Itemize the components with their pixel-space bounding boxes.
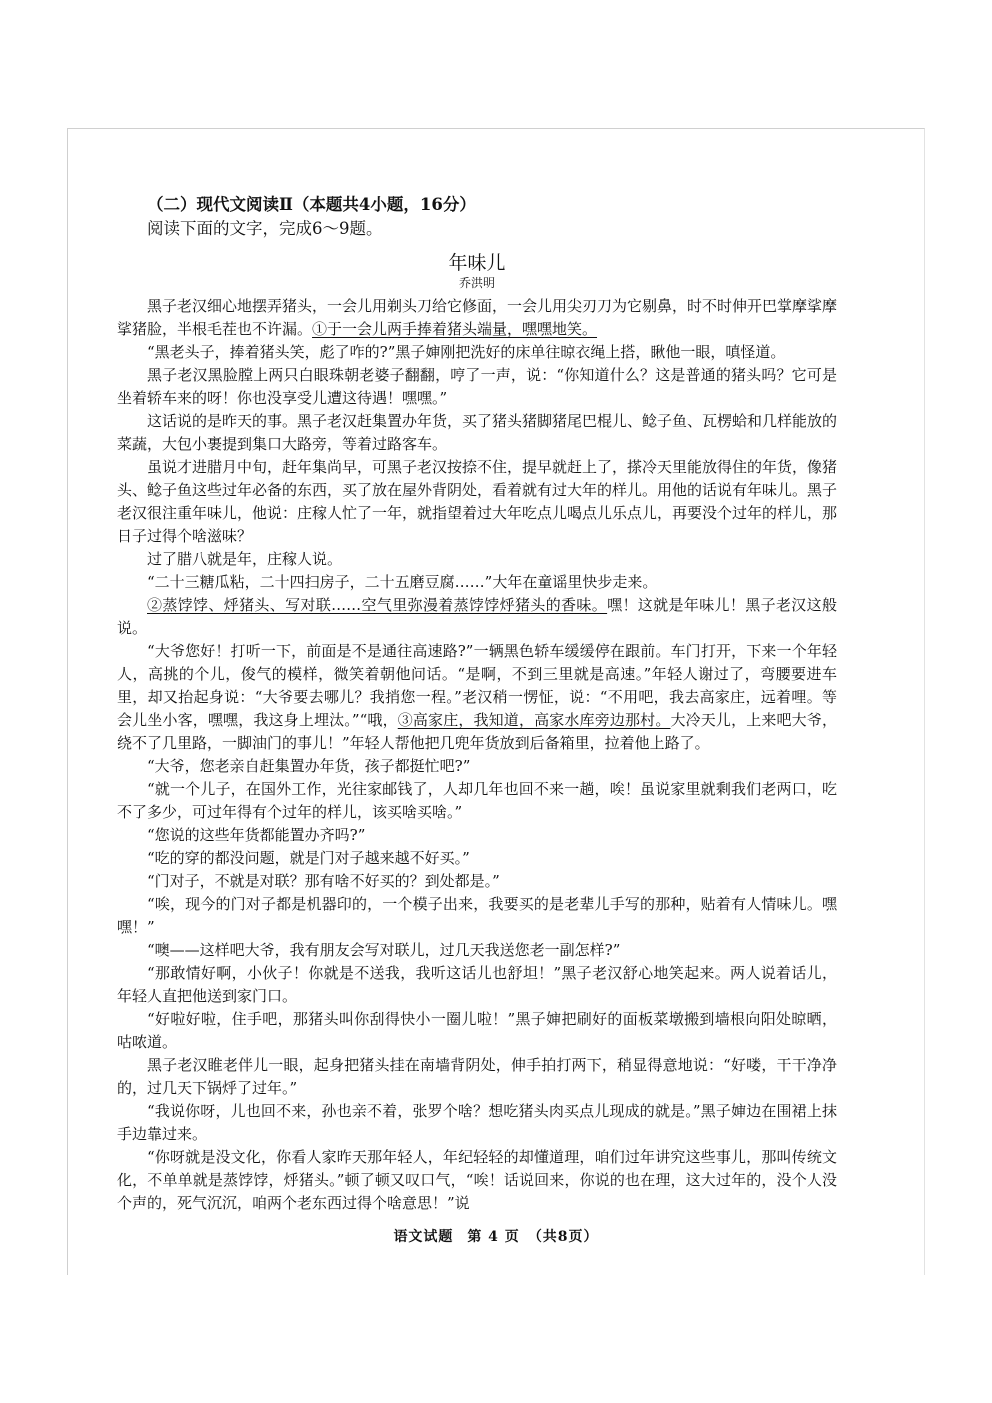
exam-page-content — [117, 193, 837, 1215]
paragraph-1 — [117, 295, 837, 341]
paragraph-16: “噢——这样吧大爷，我有朋友会写对联儿，过几天我送您老一副怎样?” — [147, 941, 621, 959]
paragraph-6: 过了腊八就是年，庄稼人说。 — [147, 550, 343, 568]
paragraph-17: “那敢情好啊，小伙子！你就是不送我，我听这话儿也舒坦！”黑子老汉舒心地笑起来。两人说着话儿，年轻人直把他送到家门口。 — [117, 964, 837, 1005]
footer-subject: 语文试题 — [393, 1229, 454, 1245]
paragraph-14: “门对子，不就是对联？那有啥不好买的？到处都是。” — [147, 872, 500, 890]
story-title: 年味儿 — [448, 252, 506, 274]
paragraph-12: “您说的这些年货都能置办齐吗?” — [147, 826, 366, 844]
paragraph-18: “好啦好啦，住手吧，那猪头叫你刮得快小一圈儿啦！”黑子婶把刷好的面板菜墩搬到墙根向阳处晾晒，咕哝道。 — [117, 1010, 837, 1051]
footer-total-pages: （共8页） — [527, 1229, 599, 1245]
paragraph-15: “唉，现今的门对子都是机器印的，一个模子出来，我要买的是老辈儿手写的那种，贴着有人情味儿。嘿嘿！” — [117, 895, 837, 936]
paragraph-3: 黑子老汉黑脸膛上两只白眼珠朝老婆子翻翻，哼了一声，说：“你知道什么？这是普通的猪头吗？它可是坐着轿车来的呀！你也没享受儿遭这待遇！嘿嘿。” — [117, 366, 837, 407]
underlined-sentence-3: ③高家庄，我知道，高家水库旁边那村。 — [397, 711, 671, 729]
paragraph-9 — [117, 640, 837, 755]
paragraph-9-text-b: 大冷天儿，上来吧大爷，绕不了几里路，一脚油门的事儿！”年轻人帮他把几兜年货放到后备箱里，拉着他上路了。 — [117, 711, 837, 752]
paragraph-19: 黑子老汉睢老伴儿一眼，起身把猪头挂在南墙背阴处，伸手拍打两下，稍显得意地说：“好喽，干干净净的，过几天下锅烀了过年。” — [117, 1056, 837, 1097]
paragraph-1-text: 黑子老汉细心地摆弄猪头，一会儿用剃头刀给它修面，一会儿用尖刃刀为它剔鼻，时不时伸开巴掌摩挲摩挲猪脸，半根毛茬也不许漏。 — [117, 297, 838, 338]
paragraph-20: “我说你呀，儿也回不来，孙也亲不着，张罗个啥？想吃猪头肉买点儿现成的就是。”黑子婶边在围裙上抹手边靠过来。 — [117, 1102, 837, 1143]
paragraph-13: “吃的穿的都没问题，就是门对子越来越不好买。” — [147, 849, 470, 867]
paragraph-8 — [117, 594, 837, 640]
paragraph-2: “黑老头子，捧着猪头笑，彪了咋的?”黑子婶刚把洗好的床单往晾衣绳上搭，瞅他一眼，嗔怪道。 — [147, 343, 786, 361]
underlined-sentence-2: ②蒸饽饽、烀猪头、写对联……空气里弥漫着蒸饽饽烀猪头的香味。 — [147, 596, 608, 614]
underlined-sentence-1: ①于一会儿两手捧着猪头端量，嘿嘿地笑。 — [312, 320, 598, 338]
section-title: （二）现代文阅读Ⅱ（本题共4小题，16分） — [147, 195, 476, 214]
paragraph-7: “二十三糖瓜粘，二十四扫房子，二十五磨豆腐……”大年在童谣里快步走来。 — [147, 573, 658, 591]
section-instruction: 阅读下面的文字，完成6～9题。 — [147, 219, 383, 238]
paragraph-21: “你呀就是没文化，你看人家昨天那年轻人，年纪轻轻的却懂道理，咱们过年讲究这些事儿，那叫传统文化，不单单就是蒸饽饽，烀猪头。”顿了顿又叹口气，“唉！话说回来，你说的也在理，这大过年的，没个人没个声的，死气沉沉，咱两个老东西过得个啥意思！”说 — [117, 1148, 837, 1212]
footer-page-number: 第 4 页 — [467, 1229, 520, 1245]
paragraph-10: “大爷，您老亲自赶集置办年货，孩子都挺忙吧?” — [147, 757, 471, 775]
paragraph-8-text: 嘿！这就是年味儿！黑子老汉这般说。 — [117, 596, 837, 637]
story-author: 乔洪明 — [458, 276, 495, 290]
paragraph-11: “就一个儿子，在国外工作，光往家邮钱了，人却几年也回不来一趟，唉！虽说家里就剩我们老两口，吃不了多少，可过年得有个过年的样儿，该买啥买啥。” — [117, 780, 837, 821]
paragraph-9-text-a: “大爷您好！打听一下，前面是不是通往高速路?”一辆黑色轿车缓缓停在跟前。车门打开，下来一个年轻人，高挑的个儿，俊气的模样，微笑着朝他问话。“是啊，不到三里就是高速。”年轻人谢过了，弯腰要进车里，却又抬起身说：“大爷要去哪儿？我捎您一程。”老汉稍一愣怔，说：“不用吧，我去高家庄，远着哩。等会儿坐小客，嘿嘿，我这身上埋汰。”“哦， — [117, 642, 837, 729]
paragraph-4: 这话说的是昨天的事。黑子老汉赶集置办年货，买了猪头猪脚猪尾巴棍儿、鲶子鱼、瓦楞蛤和几样能放的菜蔬，大包小裹提到集口大路旁，等着过路客车。 — [117, 412, 838, 453]
paragraph-5: 虽说才进腊月中旬，赶年集尚早，可黑子老汉按捺不住，提早就赶上了，搽冷天里能放得住的年货，像猪头、鲶子鱼这些过年必备的东西，买了放在屋外背阴处，看着就有过大年的样儿。用他的话说有年味儿。黑子老汉很注重年味儿，他说：庄稼人忙了一年，就指望着过大年吃点儿喝点儿乐点儿，再要没个过年的样儿，那日子过得个啥滋味？ — [117, 458, 838, 545]
page-footer — [0, 1226, 992, 1246]
